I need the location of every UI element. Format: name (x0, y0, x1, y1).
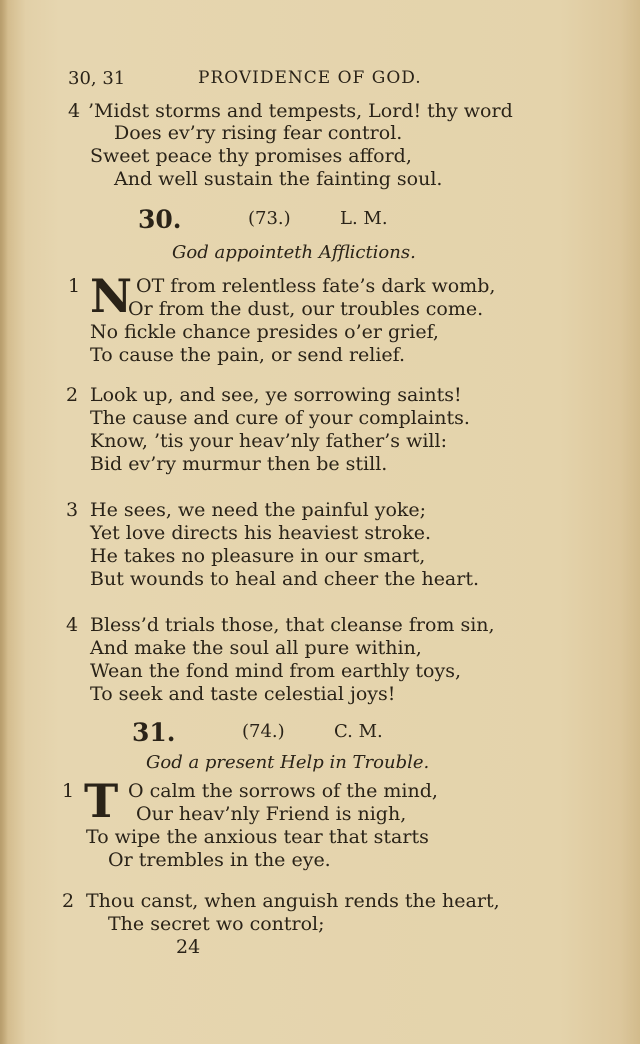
verse-line: Sweet peace thy promises afford, (90, 145, 412, 167)
verse-line: ’Midst storms and tempests, Lord! thy word (88, 100, 513, 122)
hymn-title: God appointeth Afflictions. (172, 242, 416, 263)
verse-number: 3 (66, 499, 79, 521)
verse-line: Or trembles in the eye. (108, 849, 331, 871)
drop-cap: T (84, 774, 119, 828)
verse-line: Bid ev’ry murmur then be still. (90, 453, 388, 475)
verse-line: The secret wo control; (108, 913, 325, 935)
drop-cap: N (90, 269, 133, 323)
verse-line: To seek and taste celestial joys! (90, 683, 396, 705)
verse-number: 2 (66, 384, 79, 406)
verse-line: And make the soul all pure within, (90, 637, 422, 659)
verse-line: Wean the fond mind from earthly toys, (90, 660, 462, 682)
verse-number: 1 (62, 780, 75, 802)
page-number: 24 (176, 936, 201, 958)
verse-line: Know, ’tis your heav’nly father’s will: (90, 430, 447, 452)
verse-line: He sees, we need the painful yoke; (90, 499, 427, 521)
verse-number: 1 (68, 275, 81, 297)
hymn-meter: L. M. (340, 208, 388, 229)
hymn-reference: (74.) (242, 721, 285, 742)
verse-line: Look up, and see, ye sorrowing saints! (90, 384, 462, 406)
verse-line: To cause the pain, or send relief. (90, 344, 406, 366)
verse-line: But wounds to heal and cheer the heart. (90, 568, 480, 590)
verse-line: Yet love directs his heaviest stroke. (90, 522, 432, 544)
verse-number: 4 (66, 614, 79, 636)
header-hymn-numbers: 30, 31 (68, 68, 126, 89)
verse-line: Thou canst, when anguish rends the heart, (86, 890, 500, 912)
verse-line: Does ev’ry rising fear control. (114, 122, 403, 144)
verse-line: OT from relentless fate’s dark womb, (136, 275, 496, 297)
hymn-number: 31. (132, 718, 176, 747)
verse-line: The cause and cure of your complaints. (90, 407, 470, 429)
hymn-number: 30. (138, 205, 182, 234)
hymn-reference: (73.) (248, 208, 291, 229)
verse-line: No fickle chance presides o’er grief, (90, 321, 439, 343)
verse-line: He takes no pleasure in our smart, (90, 545, 426, 567)
verse-line: Our heav’nly Friend is nigh, (136, 803, 407, 825)
hymn-meter: C. M. (334, 721, 383, 742)
verse-number: 4 (68, 100, 81, 122)
verse-line: To wipe the anxious tear that starts (86, 826, 429, 848)
verse-line: And well sustain the fainting soul. (114, 168, 443, 190)
verse-line: Or from the dust, our troubles come. (128, 298, 484, 320)
hymn-title: God a present Help in Trouble. (146, 752, 430, 773)
verse-line: O calm the sorrows of the mind, (128, 780, 438, 802)
header-title: PROVIDENCE OF GOD. (198, 68, 422, 88)
verse-line: Bless’d trials those, that cleanse from sin, (90, 614, 495, 636)
verse-number: 2 (62, 890, 75, 912)
